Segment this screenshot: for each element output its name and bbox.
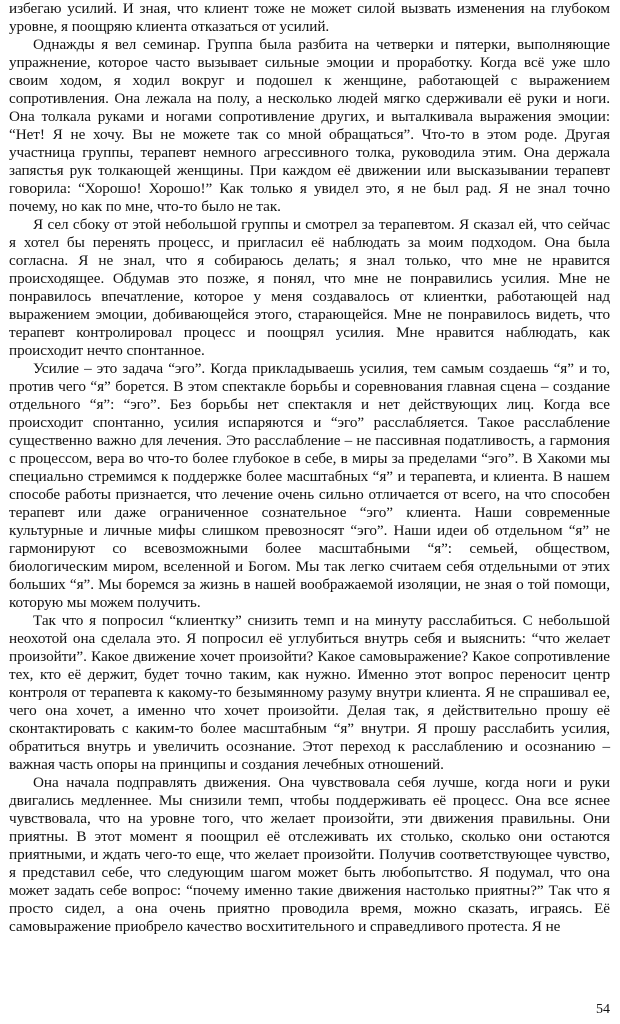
page-number: 54 (596, 1002, 610, 1017)
paragraph: Я сел сбоку от этой небольшой группы и смотрел за терапевтом. Я сказал ей, что сейчас я хотел бы перенять процесс, и пригласил её наблюдать за моим подходом. Она была согласна. Я не знал, что я собираюсь делать; я знал только, что мне не нравится происходящее. Обдумав это позже, я понял, что мне не понравились усилия. Мне не понравилось впечатление, которое у меня создавалось от клиентки, работающей над выражением эмоции, добивающейся этого, старающейся. Мне не понравилось видеть, что терапевт контролировал процесс и поощрял усилия. Мне нравится наблюдать, как происходит нечто спонтанное. (9, 216, 610, 359)
paragraph: Однажды я вел семинар. Группа была разбита на четверки и пятерки, выполняющие упражнение, которое часто вызывает сильные эмоции и проработку. Когда всё уже шло своим ходом, я ходил вокруг и подошел к женщине, работающей с выражением сопротивления. Она лежала на полу, а несколько людей мягко сдерживали её руки и ноги. Она толкала руками и ногами сопротивление других, и выталкивала выражения эмоции: “Нет! Я не хочу. Вы не можете так со мной обращаться”. Что-то в этом роде. Другая участница группы, терапевт немного агрессивного толка, руководила этим. Она держала запястья рук толкающей женщины. При каждом её движении или высказывании терапевт говорила: “Хорошо! Хорошо!” Как только я увидел это, я не был рад. Я не знал точно почему, но как по мне, что-то было не так. (9, 36, 610, 215)
paragraph: Так что я попросил “клиентку” снизить темп и на минуту расслабиться. С небольшой неохотой она сделала это. Я попросил её углубиться внутрь себя и выяснить: “что желает произойти”. Какое движение хочет произойти? Какое самовыражение? Какое сопротивление тех, кто её держит, будет точно таким, как нужно. Именно этот вопрос переносит центр контроля от терапевта к какому-то безымянному разуму внутри клиента. Я не спрашивал ее, чего она хочет, а именно что хочет произойти. Делая так, я действительно прошу её сконтактировать с каким-то более масштабным “я” внутри. Я прошу расслабить усилия, обратиться внутрь и увеличить осознание. Этот переход к расслаблению и осознанию – важная часть опоры на принципы и создания лечебных отношений. (9, 612, 610, 773)
paragraph: Усилие – это задача “эго”. Когда прикладываешь усилия, тем самым создаешь “я” и то, против чего “я” борется. В этом спектакле борьбы и соревнования главная сцена – создание отдельного “я”: “эго”. Без борьбы нет спектакля и нет действующих лиц. Когда все происходит спонтанно, усилия испаряются и “эго” расслабляется. Такое расслабление существенно важно для лечения. Это расслабление – не пассивная податливость, а гармония с процессом, вера во что-то более глубокое в себе, в миры за пределами “эго”. В Хакоми мы специально стремимся к поддержке более масштабных “я” и терапевта, и клиента. В нашем способе работы признается, что лечение очень сильно отличается от всего, на что способен терапевт или даже ограниченное сознательное “эго” клиента. Наши современные культурные и личные мифы слишком превозносят “эго”. Наши идеи об отдельном “я” не гармонируют со всевозможными более масштабными “я”: семьей, обществом, биологическим миром, вселенной и Богом. Мы так легко считаем себя отдельными от этих больших “я”. Мы боремся за жизнь в нашей воображаемой изоляции, не зная о той помощи, которую мы можем получить. (9, 360, 610, 611)
paragraph: Она начала подправлять движения. Она чувствовала себя лучше, когда ноги и руки двигались медленнее. Мы снизили темп, чтобы поддерживать её процесс. Она все яснее чувствовала, что на уровне того, что желает произойти, эти движения правильны. Они приятны. В этот момент я поощрил её отслеживать их столько, сколько они остаются приятными, и ждать чего-то еще, что желает произойти. Получив соответствующее чувство, я представил себе, что следующим шагом может быть любопытство. Я подумал, что она может задать себе вопрос: “почему именно такие движения настолько приятны?” Так что я просто сидел, а она очень приятно проводила время, можно сказать, играясь. Её самовыражение приобрело качество восхитительного и справедливого протеста. Я не (9, 774, 610, 935)
paragraph-continuation: избегаю усилий. И зная, что клиент тоже не может силой вызвать изменения на глубоком уровне, я поощряю клиента отказаться от усилий. (9, 0, 610, 35)
body-text (9, 0, 610, 936)
